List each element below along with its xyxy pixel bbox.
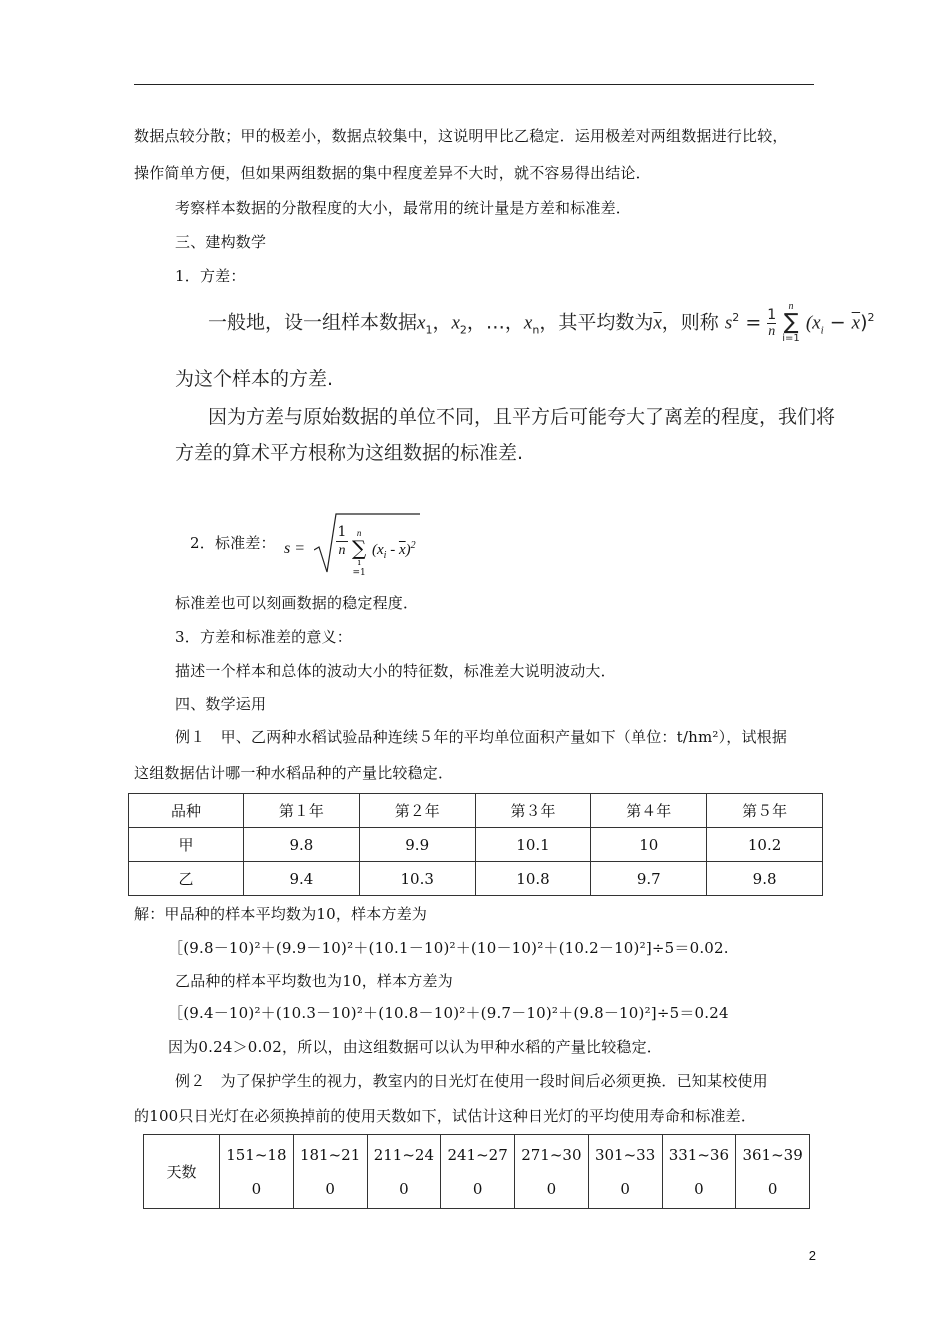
example-text: 这组数据估计哪一种水稻品种的产量比较稳定． xyxy=(134,764,454,782)
table-row xyxy=(129,828,823,862)
fraction: $\frac{1}{n}$ xyxy=(767,306,777,339)
table-cell: 10.8 xyxy=(475,862,591,896)
table-header-cell: 第４年 xyxy=(591,794,707,828)
solution-text: 乙品种的样本平均数也为10，样本方差为 xyxy=(175,972,453,990)
paragraph: 数据点较分散；甲的极差小，数据点较集中，这说明甲比乙稳定．运用极差对两组数据进行比较， xyxy=(134,127,788,145)
solution-text: 因为0.24＞0.02，所以，由这组数据可以认为甲种水稻的产量比较稳定． xyxy=(168,1038,662,1056)
paragraph: 标准差也可以刻画数据的稳定程度． xyxy=(175,594,419,612)
table-cell: 10 xyxy=(591,828,707,862)
yield-table xyxy=(128,793,823,896)
sum-symbol: n ∑ i=1 xyxy=(782,301,800,344)
table-header-cell: 第５年 xyxy=(707,794,823,828)
std-explanation: 方差的算术平方根称为这组数据的标准差. xyxy=(175,442,524,464)
variance-definition: 一般地，设一组样本数据$x_1$，$x_2$，…，$x_n$，其平均数为$\overline{x}$，则称 $s^2$ = $\frac{1}{n}$ n ∑ i=1 $(x_i - \overline{x})^2$ xyxy=(208,301,875,344)
table-cell: 181~21 0 xyxy=(293,1135,367,1209)
table-header-cell: 第３年 xyxy=(475,794,591,828)
section-heading: 三、建构数学 xyxy=(175,233,267,251)
paragraph: 考察样本数据的分散程度的大小，最常用的统计量是方差和标准差． xyxy=(175,199,632,217)
solution-text: 解：甲品种的样本平均数为10，样本方差为 xyxy=(134,905,428,923)
calculation: ［(9.4－10)²＋(10.3－10)²＋(10.8－10)²＋(9.7－10)²＋(9.8－10)²]÷5＝0.24 xyxy=(168,1004,729,1022)
table-cell: 9.8 xyxy=(244,828,360,862)
example-text: 例１ 甲、乙两种水稻试验品种连续５年的平均单位面积产量如下（单位：t/hm²），试根据 xyxy=(175,728,788,746)
paragraph: 操作简单方便，但如果两组数据的集中程度差异不大时，就不容易得出结论． xyxy=(134,164,651,182)
header-rule xyxy=(134,84,814,85)
table-header-cell: 第１年 xyxy=(244,794,360,828)
example-text: 例２ 为了保护学生的视力，教室内的日光灯在使用一段时间后必须更换．已知某校使用 xyxy=(175,1072,768,1090)
std-explanation: 因为方差与原始数据的单位不同，且平方后可能夸大了离差的程度，我们将 xyxy=(208,406,836,428)
variance-definition-end: 为这个样本的方差. xyxy=(175,368,334,390)
example-text: 的100只日光灯在必须换掉前的使用天数如下，试估计这种日光灯的平均使用寿命和标准差． xyxy=(134,1107,757,1125)
table-cell: 10.3 xyxy=(359,862,475,896)
table-cell: 361~39 0 xyxy=(736,1135,810,1209)
table-header-cell: 第２年 xyxy=(359,794,475,828)
table-cell: 10.1 xyxy=(475,828,591,862)
table-cell: 241~27 0 xyxy=(441,1135,515,1209)
table-label-cell: 天数 xyxy=(144,1135,220,1209)
table-cell: 211~24 0 xyxy=(367,1135,441,1209)
table-header-row xyxy=(129,794,823,828)
subsection-heading: 1．方差： xyxy=(175,267,246,285)
table-cell: 甲 xyxy=(129,828,244,862)
table-cell: 10.2 xyxy=(707,828,823,862)
page-number: 2 xyxy=(808,1248,816,1263)
table-cell: 331~36 0 xyxy=(662,1135,736,1209)
subsection-heading: 3．方差和标准差的意义： xyxy=(175,628,352,646)
table-cell: 151~18 0 xyxy=(220,1135,294,1209)
table-cell: 301~33 0 xyxy=(588,1135,662,1209)
table-header-cell: 品种 xyxy=(129,794,244,828)
calculation: ［(9.8－10)²＋(9.9－10)²＋(10.1－10)²＋(10－10)²＋(10.2－10)²]÷5＝0.02. xyxy=(168,939,729,957)
table-cell: 9.9 xyxy=(359,828,475,862)
table-cell: 271~30 0 xyxy=(515,1135,589,1209)
subsection-heading: 2．标准差： xyxy=(190,534,276,552)
fraction: $\frac{1}{n}$ xyxy=(337,524,347,558)
table-cell: 9.7 xyxy=(591,862,707,896)
paragraph: 描述一个样本和总体的波动大小的特征数，标准差大说明波动大． xyxy=(175,662,616,680)
table-cell: 乙 xyxy=(129,862,244,896)
lifespan-table xyxy=(143,1134,810,1209)
table-row xyxy=(144,1135,810,1209)
def-text: 一般地，设一组样本数据 xyxy=(208,311,418,334)
table-cell: 9.4 xyxy=(244,862,360,896)
section-heading: 四、数学运用 xyxy=(175,695,267,713)
table-cell: 9.8 xyxy=(707,862,823,896)
table-row xyxy=(129,862,823,896)
sum-symbol: n ∑ i =1 xyxy=(352,528,367,578)
